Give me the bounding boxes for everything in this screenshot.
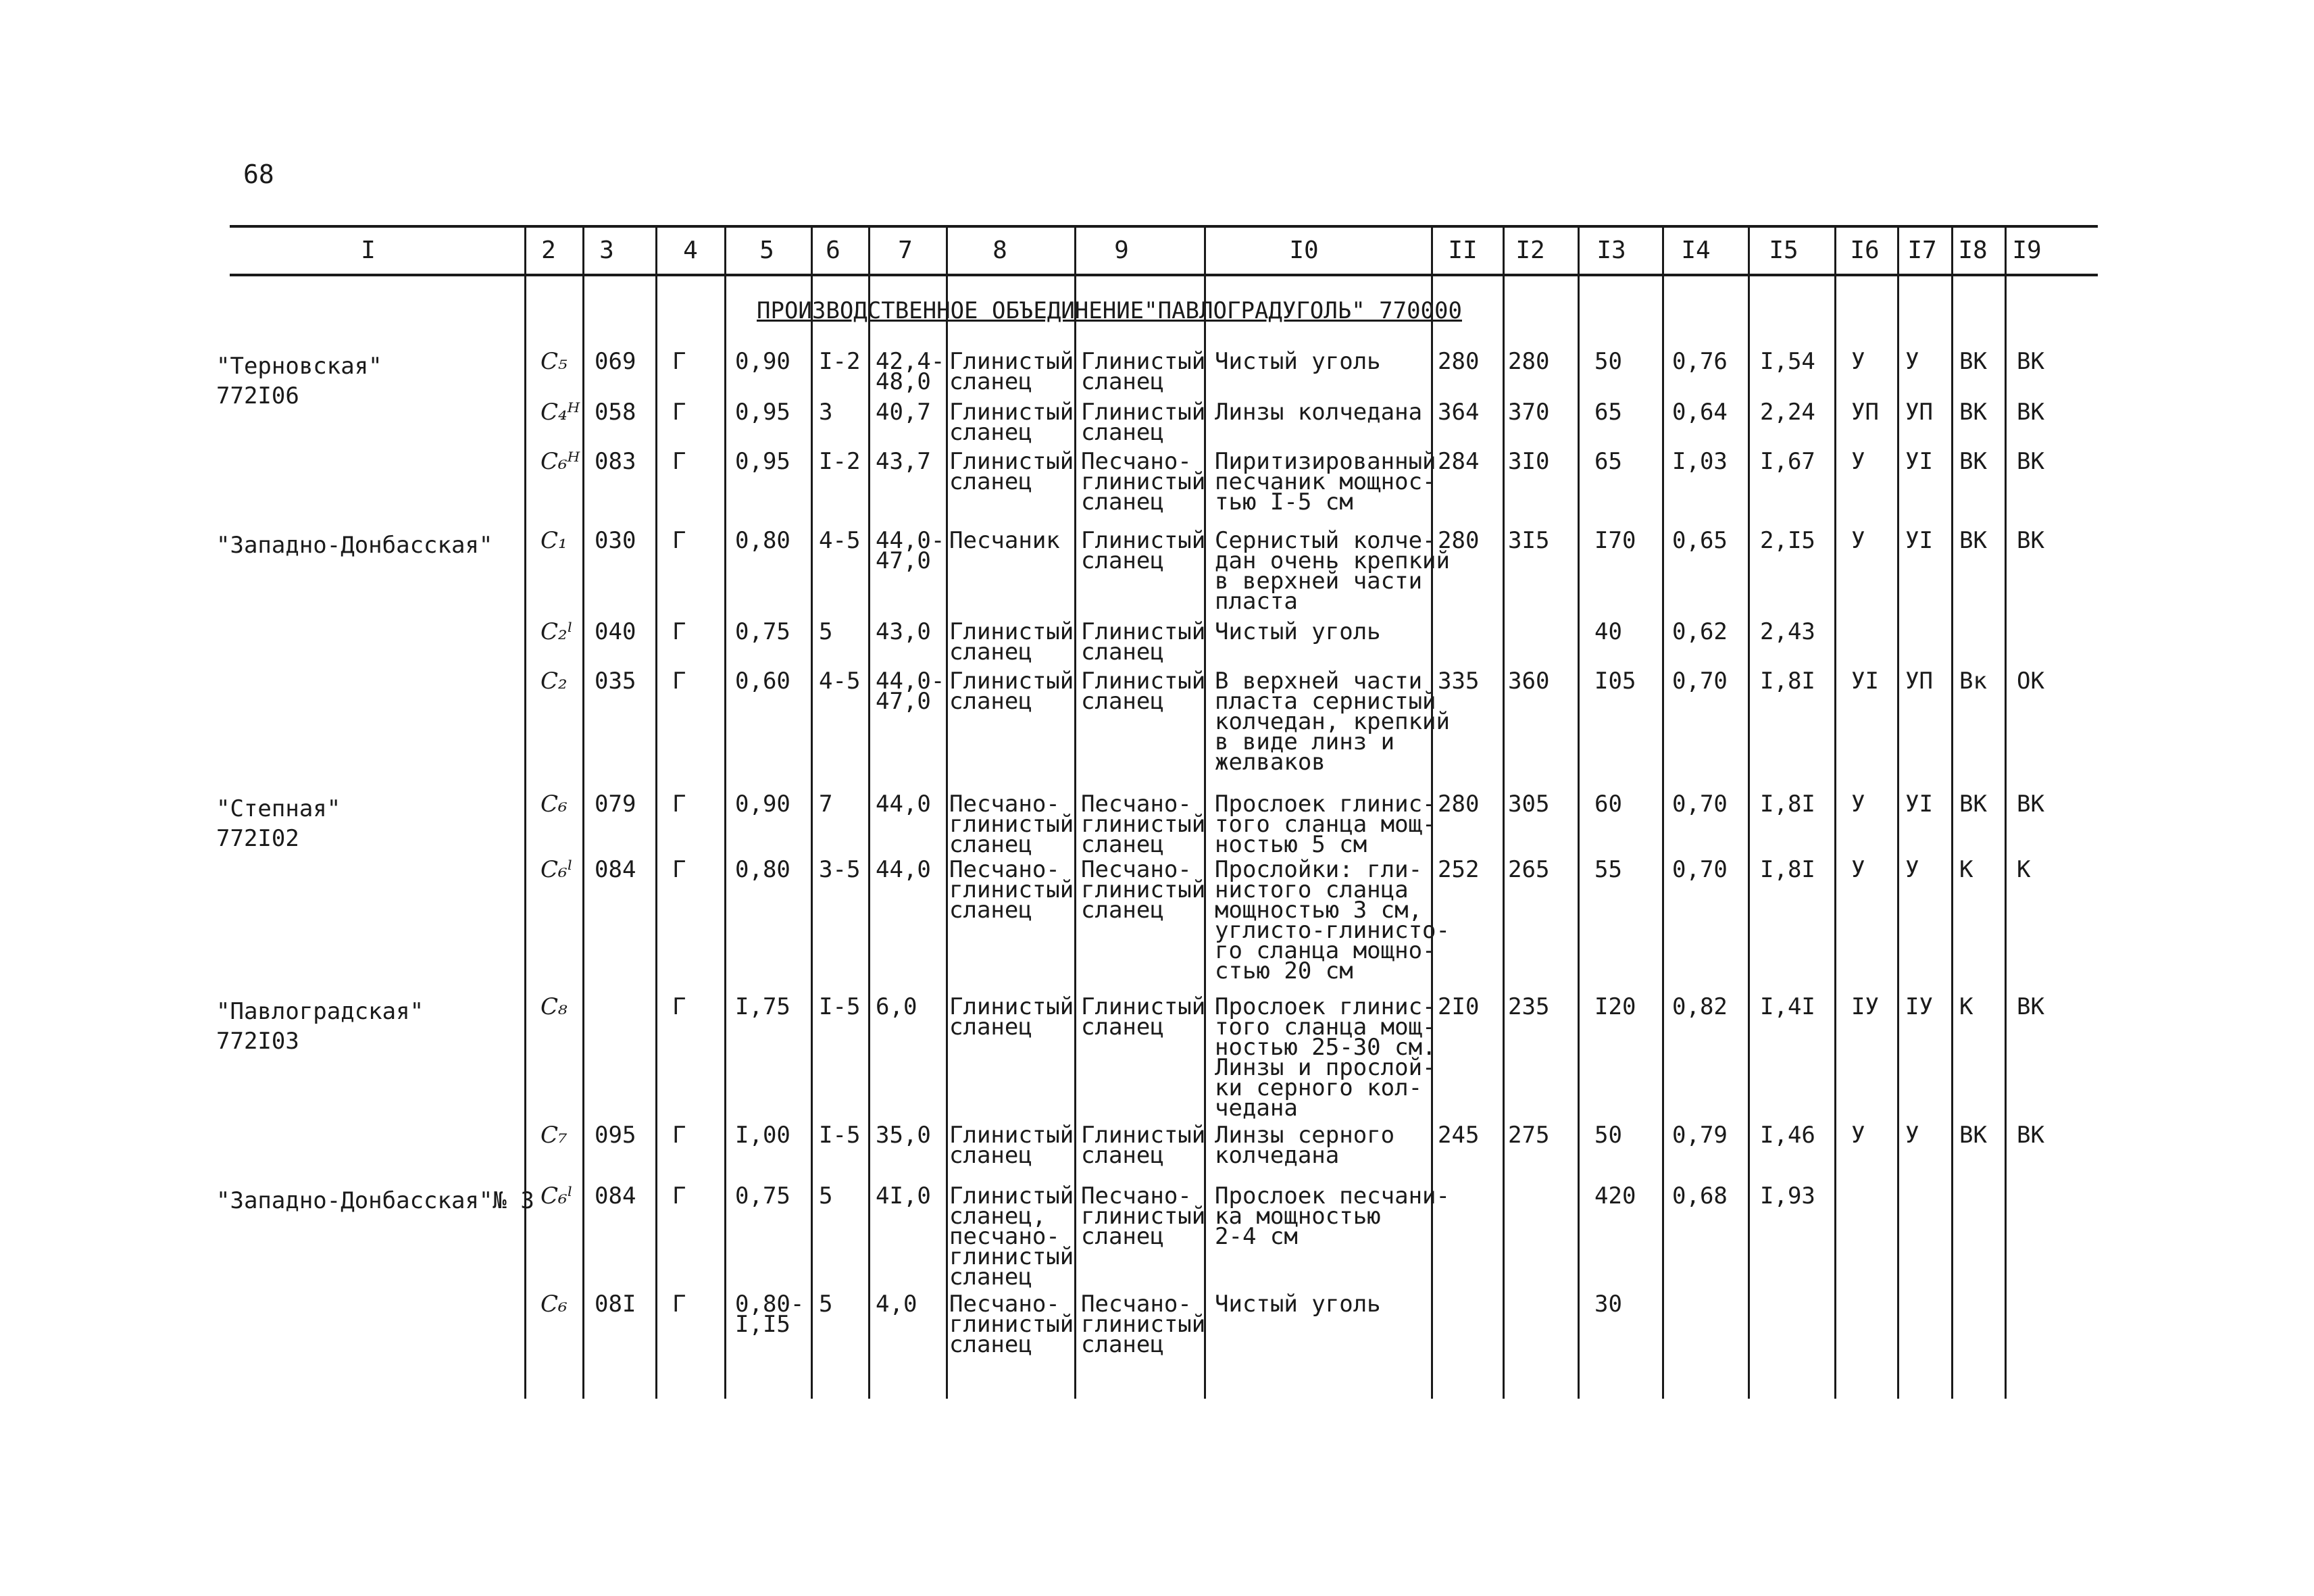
cell-c17: УП [1905,399,1933,426]
cell-c15: I,4I [1760,993,1815,1020]
cell-c11: 364 [1438,399,1480,426]
cell-c10: Чистый уголь [1215,1291,1381,1318]
cell-c4: Г [672,1291,686,1318]
cell-c9: Глинистый сланец [1081,618,1206,666]
cell-c18: ВК [1959,527,1987,554]
cell-c5: 0,90 [735,791,790,818]
cell-c17: У [1905,856,1919,883]
seam-index: C₆ [540,791,568,818]
column-divider [2005,226,2007,1399]
cell-c19: ВК [2017,399,2044,426]
column-header: I7 [1907,236,1937,264]
cell-c17: УП [1905,668,1933,695]
cell-c12: 280 [1508,348,1550,375]
cell-c15: I,67 [1760,448,1815,475]
cell-c18: К [1959,856,1973,883]
seam-index: C₄ᴴ [540,399,580,426]
cell-c10: Линзы колчедана [1215,399,1423,426]
cell-c6: 3 [819,399,833,426]
cell-c12: 305 [1508,791,1550,818]
cell-c12: 235 [1508,993,1550,1020]
column-divider [1074,226,1076,1399]
cell-c13: 50 [1594,1122,1622,1149]
cell-c14: I,03 [1672,448,1728,475]
seam-index: C₂ˡ [540,618,573,645]
cell-c11: 2I0 [1438,993,1480,1020]
column-divider [582,226,584,1399]
cell-c14: 0,65 [1672,527,1728,554]
cell-c6: 3-5 [819,856,861,883]
cell-c5: 0,90 [735,348,790,375]
cell-c19: ВК [2017,1122,2044,1149]
cell-c14: 0,70 [1672,668,1728,695]
column-header: I2 [1515,236,1545,264]
cell-c16: У [1851,1122,1865,1149]
cell-c7: 35,0 [876,1122,931,1149]
cell-c8: Глинистый сланец, песчано- глинистый сланец [949,1182,1074,1291]
cell-c3: 095 [595,1122,636,1149]
cell-c6: 5 [819,1291,833,1318]
cell-c18: ВК [1959,791,1987,818]
cell-c12: 3I5 [1508,527,1550,554]
cell-c11: 284 [1438,448,1480,475]
seam-index: C₆ᴴ [540,448,580,475]
cell-c15: I,8I [1760,791,1815,818]
cell-c9: Песчано- глинистый сланец [1081,1291,1206,1358]
cell-c18: ВК [1959,399,1987,426]
cell-c10: Пиритизированный песчаник мощнос- тью I-5 см [1215,448,1436,516]
cell-c6: I-2 [819,348,861,375]
cell-c13: 60 [1594,791,1622,818]
cell-c5: 0,60 [735,668,790,695]
column-divider [946,226,948,1399]
cell-c9: Песчано- глинистый сланец [1081,856,1206,924]
mine-name: "Западно-Донбасская" [216,532,493,559]
cell-c7: 4,0 [876,1291,917,1318]
cell-c19: ВК [2017,527,2044,554]
cell-c4: Г [672,348,686,375]
cell-c5: I,75 [735,993,790,1020]
cell-c13: I20 [1594,993,1636,1020]
cell-c5: 0,95 [735,399,790,426]
cell-c7: 44,0- 47,0 [876,668,945,715]
cell-c8: Песчано- глинистый сланец [949,856,1074,924]
cell-c7: 44,0 [876,791,931,818]
mine-name: "Терновская" 772I06 [216,353,382,409]
cell-c6: 7 [819,791,833,818]
column-divider [1897,226,1899,1399]
cell-c9: Глинистый сланец [1081,668,1206,715]
column-header: I0 [1289,236,1319,264]
cell-c17: УI [1905,791,1933,818]
cell-c9: Глинистый сланец [1081,1122,1206,1169]
cell-c5: 0,80 [735,856,790,883]
cell-c15: I,8I [1760,668,1815,695]
column-divider [811,226,813,1399]
cell-c8: Глинистый сланец [949,618,1074,666]
cell-c16: IУ [1851,993,1879,1020]
cell-c8: Глинистый сланец [949,399,1074,446]
cell-c13: 40 [1594,618,1622,645]
cell-c14: 0,62 [1672,618,1728,645]
cell-c5: I,00 [735,1122,790,1149]
column-divider [655,226,657,1399]
cell-c13: I05 [1594,668,1636,695]
cell-c7: 43,7 [876,448,931,475]
cell-c9: Песчано- глинистый сланец [1081,1182,1206,1250]
cell-c10: Прослоек песчани- ка мощностью 2-4 см [1215,1182,1450,1250]
cell-c10: Прослоек глинис- того сланца мощ- ностью 5 см [1215,791,1436,858]
cell-c14: 0,70 [1672,791,1728,818]
cell-c6: 4-5 [819,527,861,554]
cell-c8: Глинистый сланец [949,993,1074,1041]
column-divider [868,226,870,1399]
cell-c13: 65 [1594,399,1622,426]
page-number: 68 [243,159,274,189]
cell-c18: Вк [1959,668,1987,695]
cell-c7: 4I,0 [876,1182,931,1210]
cell-c15: I,46 [1760,1122,1815,1149]
cell-c9: Песчано- глинистый сланец [1081,791,1206,858]
cell-c15: I,8I [1760,856,1815,883]
cell-c9: Глинистый сланец [1081,348,1206,395]
table-header-rule [230,274,2098,276]
column-header: I4 [1681,236,1711,264]
cell-c18: ВК [1959,1122,1987,1149]
cell-c17: УI [1905,448,1933,475]
column-header: 5 [759,236,774,264]
column-divider [1748,226,1750,1399]
cell-c9: Глинистый сланец [1081,527,1206,574]
column-header: 6 [826,236,840,264]
column-header: 2 [541,236,556,264]
column-header: 7 [898,236,913,264]
column-divider [1578,226,1580,1399]
cell-c7: 6,0 [876,993,917,1020]
cell-c12: 360 [1508,668,1550,695]
column-divider [524,226,526,1399]
cell-c4: Г [672,856,686,883]
cell-c3: 058 [595,399,636,426]
cell-c3: 084 [595,1182,636,1210]
cell-c13: I70 [1594,527,1636,554]
cell-c7: 44,0 [876,856,931,883]
cell-c13: 420 [1594,1182,1636,1210]
cell-c6: 5 [819,1182,833,1210]
cell-c17: У [1905,348,1919,375]
cell-c10: Прослоек глинис- того сланца мощ- ностью 25-30 см. Линзы и прослой- ки серного кол- чедана [1215,993,1436,1122]
cell-c15: I,54 [1760,348,1815,375]
cell-c14: 0,76 [1672,348,1728,375]
cell-c6: I-2 [819,448,861,475]
column-divider [1834,226,1836,1399]
cell-c4: Г [672,1182,686,1210]
column-divider [1662,226,1664,1399]
mine-name: "Степная" 772I02 [216,795,341,852]
cell-c14: 0,79 [1672,1122,1728,1149]
cell-c17: IУ [1905,993,1933,1020]
cell-c12: 370 [1508,399,1550,426]
cell-c10: Чистый уголь [1215,348,1381,375]
cell-c13: 50 [1594,348,1622,375]
column-divider [1503,226,1505,1399]
cell-c5: 0,80- I,I5 [735,1291,805,1338]
seam-index: C₁ [540,527,568,554]
cell-c4: Г [672,618,686,645]
cell-c10: Сернистый колче- дан очень крепкий в верхней части пласта [1215,527,1450,615]
cell-c8: Глинистый сланец [949,448,1074,495]
column-header: I6 [1850,236,1880,264]
cell-c15: I,93 [1760,1182,1815,1210]
cell-c19: ОК [2017,668,2044,695]
seam-index: C₆ [540,1291,568,1318]
cell-c12: 3I0 [1508,448,1550,475]
cell-c17: УI [1905,527,1933,554]
cell-c4: Г [672,1122,686,1149]
cell-c19: ВК [2017,791,2044,818]
cell-c10: В верхней части пласта сернистый колчедан, крепкий в виде линз и желваков [1215,668,1450,776]
cell-c5: 0,75 [735,1182,790,1210]
cell-c11: 335 [1438,668,1480,695]
cell-c4: Г [672,527,686,554]
cell-c3: 040 [595,618,636,645]
table-top-rule [230,225,2098,228]
cell-c7: 42,4- 48,0 [876,348,945,395]
seam-index: C₆ˡ [540,856,573,883]
column-header: 4 [683,236,698,264]
seam-index: C₂ [540,668,568,695]
cell-c18: К [1959,993,1973,1020]
cell-c3: 069 [595,348,636,375]
column-header: I8 [1958,236,1988,264]
cell-c3: 083 [595,448,636,475]
cell-c16: У [1851,856,1865,883]
cell-c10: Линзы серного колчедана [1215,1122,1395,1169]
cell-c16: УI [1851,668,1879,695]
cell-c13: 55 [1594,856,1622,883]
organization-title: ПРОИЗВОДСТВЕННОЕ ОБЪЕДИНЕНИЕ"ПАВЛОГРАДУГОЛЬ" 770000 [757,297,1462,324]
cell-c9: Глинистый сланец [1081,993,1206,1041]
cell-c16: У [1851,527,1865,554]
cell-c4: Г [672,399,686,426]
cell-c8: Песчано- глинистый сланец [949,791,1074,858]
cell-c18: ВК [1959,348,1987,375]
cell-c11: 245 [1438,1122,1480,1149]
cell-c17: У [1905,1122,1919,1149]
cell-c4: Г [672,668,686,695]
cell-c19: К [2017,856,2031,883]
cell-c8: Глинистый сланец [949,1122,1074,1169]
cell-c7: 40,7 [876,399,931,426]
cell-c4: Г [672,993,686,1020]
column-header: I [361,236,376,264]
cell-c6: 5 [819,618,833,645]
cell-c19: ВК [2017,448,2044,475]
cell-c8: Песчаник [949,527,1060,554]
cell-c11: 280 [1438,791,1480,818]
cell-c6: I-5 [819,1122,861,1149]
cell-c9: Глинистый сланец [1081,399,1206,446]
mine-name: "Павлоградская" 772I03 [216,998,424,1055]
column-header: I9 [2012,236,2042,264]
cell-c7: 44,0- 47,0 [876,527,945,574]
cell-c15: 2,24 [1760,399,1815,426]
cell-c16: У [1851,348,1865,375]
cell-c7: 43,0 [876,618,931,645]
column-header: 9 [1114,236,1129,264]
cell-c12: 265 [1508,856,1550,883]
cell-c13: 65 [1594,448,1622,475]
column-divider [724,226,726,1399]
cell-c16: УП [1851,399,1879,426]
cell-c6: I-5 [819,993,861,1020]
cell-c6: 4-5 [819,668,861,695]
cell-c9: Песчано- глинистый сланец [1081,448,1206,516]
cell-c14: 0,70 [1672,856,1728,883]
cell-c14: 0,64 [1672,399,1728,426]
seam-index: C₆ˡ [540,1182,573,1210]
cell-c15: 2,43 [1760,618,1815,645]
cell-c19: ВК [2017,348,2044,375]
seam-index: C₈ [540,993,568,1020]
column-header: 8 [992,236,1007,264]
cell-c5: 0,95 [735,448,790,475]
seam-index: C₇ [540,1122,568,1149]
cell-c8: Глинистый сланец [949,348,1074,395]
column-header: I5 [1769,236,1799,264]
cell-c3: 079 [595,791,636,818]
column-divider [1951,226,1953,1399]
column-header: 3 [599,236,614,264]
seam-index: C₅ [540,348,568,375]
cell-c13: 30 [1594,1291,1622,1318]
cell-c11: 280 [1438,348,1480,375]
cell-c12: 275 [1508,1122,1550,1149]
cell-c16: У [1851,791,1865,818]
cell-c14: 0,82 [1672,993,1728,1020]
cell-c15: 2,I5 [1760,527,1815,554]
cell-c14: 0,68 [1672,1182,1728,1210]
cell-c5: 0,75 [735,618,790,645]
cell-c5: 0,80 [735,527,790,554]
cell-c16: У [1851,448,1865,475]
mine-name: "Западно-Донбасская"№ 3 [216,1187,534,1214]
column-header: II [1448,236,1478,264]
cell-c4: Г [672,791,686,818]
cell-c3: 030 [595,527,636,554]
cell-c3: 084 [595,856,636,883]
cell-c11: 280 [1438,527,1480,554]
cell-c11: 252 [1438,856,1480,883]
cell-c3: 08I [595,1291,636,1318]
cell-c8: Песчано- глинистый сланец [949,1291,1074,1358]
cell-c8: Глинистый сланец [949,668,1074,715]
cell-c19: ВК [2017,993,2044,1020]
cell-c18: ВК [1959,448,1987,475]
cell-c4: Г [672,448,686,475]
cell-c3: 035 [595,668,636,695]
cell-c10: Прослойки: гли- нистого сланца мощностью 3 см, углисто-глинисто- го сланца мощно- стью 20 см [1215,856,1450,984]
cell-c10: Чистый уголь [1215,618,1381,645]
column-header: I3 [1596,236,1626,264]
